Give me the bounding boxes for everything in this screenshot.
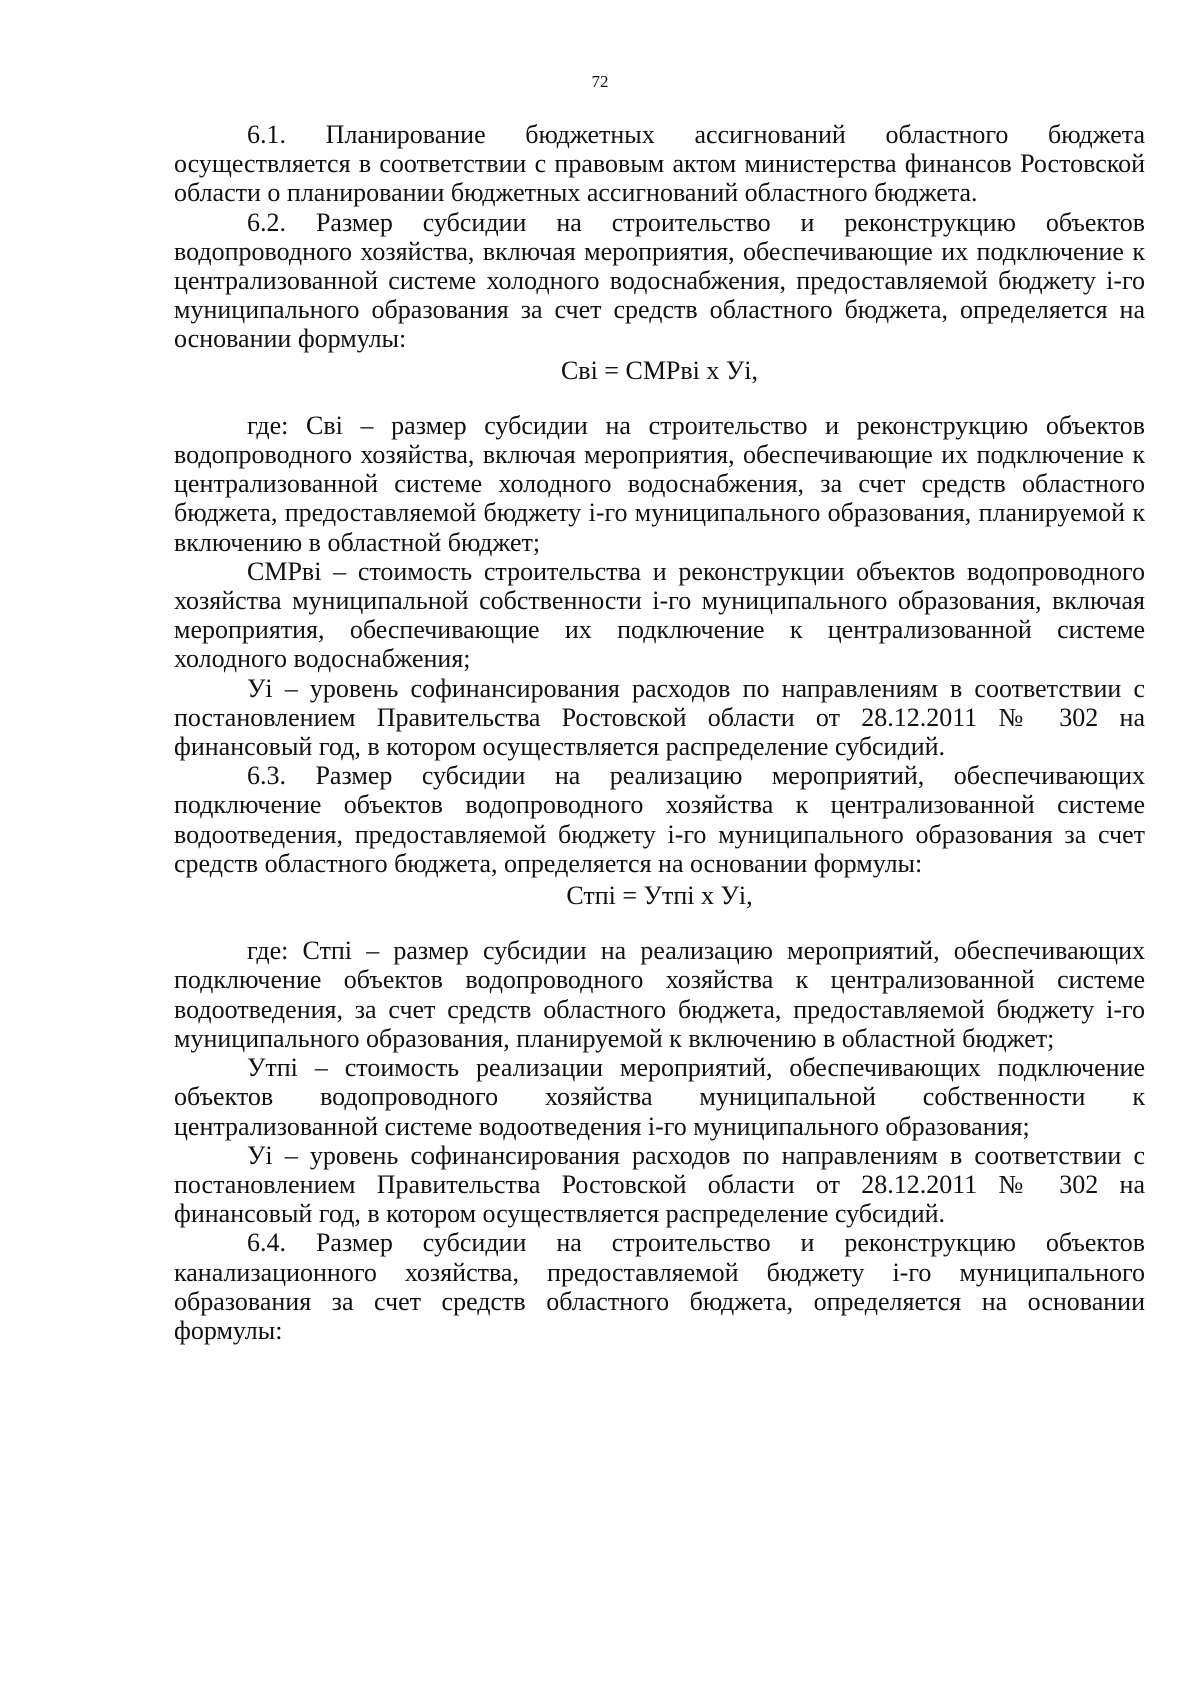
definition-ui-first: Уi – уровень софинансирования расходов по направлениям в соответствии с постановлением Правительства Ростовской области от 28.12.2011 № 302 на финансовый год, в котором осуществляется распределение субсидий. [174,673,1145,762]
definition-utpi: Утпi – стоимость реализации мероприятий, обеспечивающих подключение объектов водопроводного хозяйства муниципальной собственности к централизованной системе водоотведения i-го муниципального образования; [174,1053,1145,1141]
paragraph-6-4: 6.4. Размер субсидии на строительство и реконструкцию объектов канализационного хозяйства, предоставляемой бюджету i-го муниципального образования за счет средств областного бюджета, определяется на основании формулы: [174,1228,1145,1345]
definition-svi: где: Свi – размер субсидии на строительство и реконструкцию объектов водопроводного хозяйства, включая мероприятия, обеспечивающие их подключение к централизованной системе холодного водоснабжения, за счет средств областного бюджета, предоставляемой бюджету i-го муниципального образования, планируемой к включению в областной бюджет; [174,410,1145,557]
document-body [174,120,1145,1345]
definition-stpi: где: Стпi – размер субсидии на реализацию мероприятий, обеспечивающих подключение объектов водопроводного хозяйства к централизованной системе водоотведения, за счет средств областного бюджета, предоставляемой бюджету i-го муниципального образования, планируемой к включению в областной бюджет; [174,936,1145,1053]
definition-ui-second: Уi – уровень софинансирования расходов по направлениям в соответствии с постановлением Правительства Ростовской области от 28.12.2011 № 302 на финансовый год, в котором осуществляется распределение субсидий. [174,1140,1145,1229]
paragraph-6-1: 6.1. Планирование бюджетных ассигнований областного бюджета осуществляется в соответствии с правовым актом министерства финансов Ростовской области о планировании бюджетных ассигнований областного бюджета. [174,120,1145,208]
definition-smrvi: СМРвi – стоимость строительства и реконструкции объектов водопроводного хозяйства муниципальной собственности i-го муниципального образования, включая мероприятия, обеспечивающие их подключение к централизованной системе холодного водоснабжения; [174,556,1145,674]
paragraph-6-2: 6.2. Размер субсидии на строительство и реконструкцию объектов водопроводного хозяйства, включая мероприятия, обеспечивающие их подключение к централизованной системе холодного водоснабжения, предоставляемой бюджету i-го муниципального образования за счет средств областного бюджета, определяется на основании формулы: [174,207,1145,354]
paragraph-6-3: 6.3. Размер субсидии на реализацию мероприятий, обеспечивающих подключение объектов водопроводного хозяйства к централизованной системе водоотведения, предоставляемой бюджету i-го муниципального образования за счет средств областного бюджета, определяется на основании формулы: [174,761,1145,878]
page-number: 72 [591,72,609,91]
formula-svi: Свi = СМРвi х Уi, [560,355,759,385]
formula-stpi: Стпi = Утпi х Уi, [566,881,753,911]
